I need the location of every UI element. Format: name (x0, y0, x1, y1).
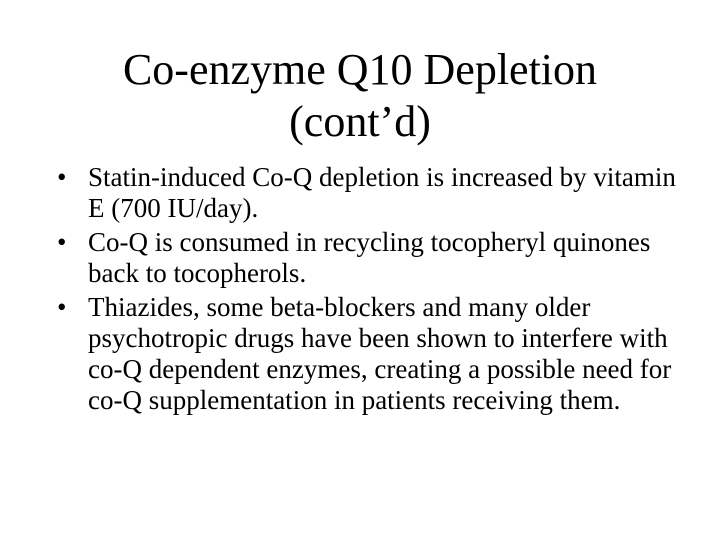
bullet-list (57, 162, 677, 419)
slide-title-line-2: (cont’d) (289, 97, 431, 146)
slide-title (60, 44, 660, 148)
bullet-marker: • (57, 227, 67, 257)
bullet-item (57, 162, 677, 224)
bullet-text: Thiazides, some beta-blockers and many older psychotropic drugs have been shown to interfere with co-Q dependent enzymes, creating a possible need for co-Q supplementation in patients receiving them. (88, 292, 672, 415)
bullet-text: Co-Q is consumed in recycling tocopheryl quinones back to tocopherols. (88, 227, 651, 288)
bullet-text: Statin-induced Co-Q depletion is increased by vitamin E (700 IU/day). (88, 162, 676, 223)
bullet-item (57, 227, 677, 289)
bullet-marker: • (57, 292, 67, 322)
slide-title-line-1: Co-enzyme Q10 Depletion (122, 45, 598, 94)
bullet-item (57, 292, 677, 416)
bullet-marker: • (57, 162, 67, 192)
